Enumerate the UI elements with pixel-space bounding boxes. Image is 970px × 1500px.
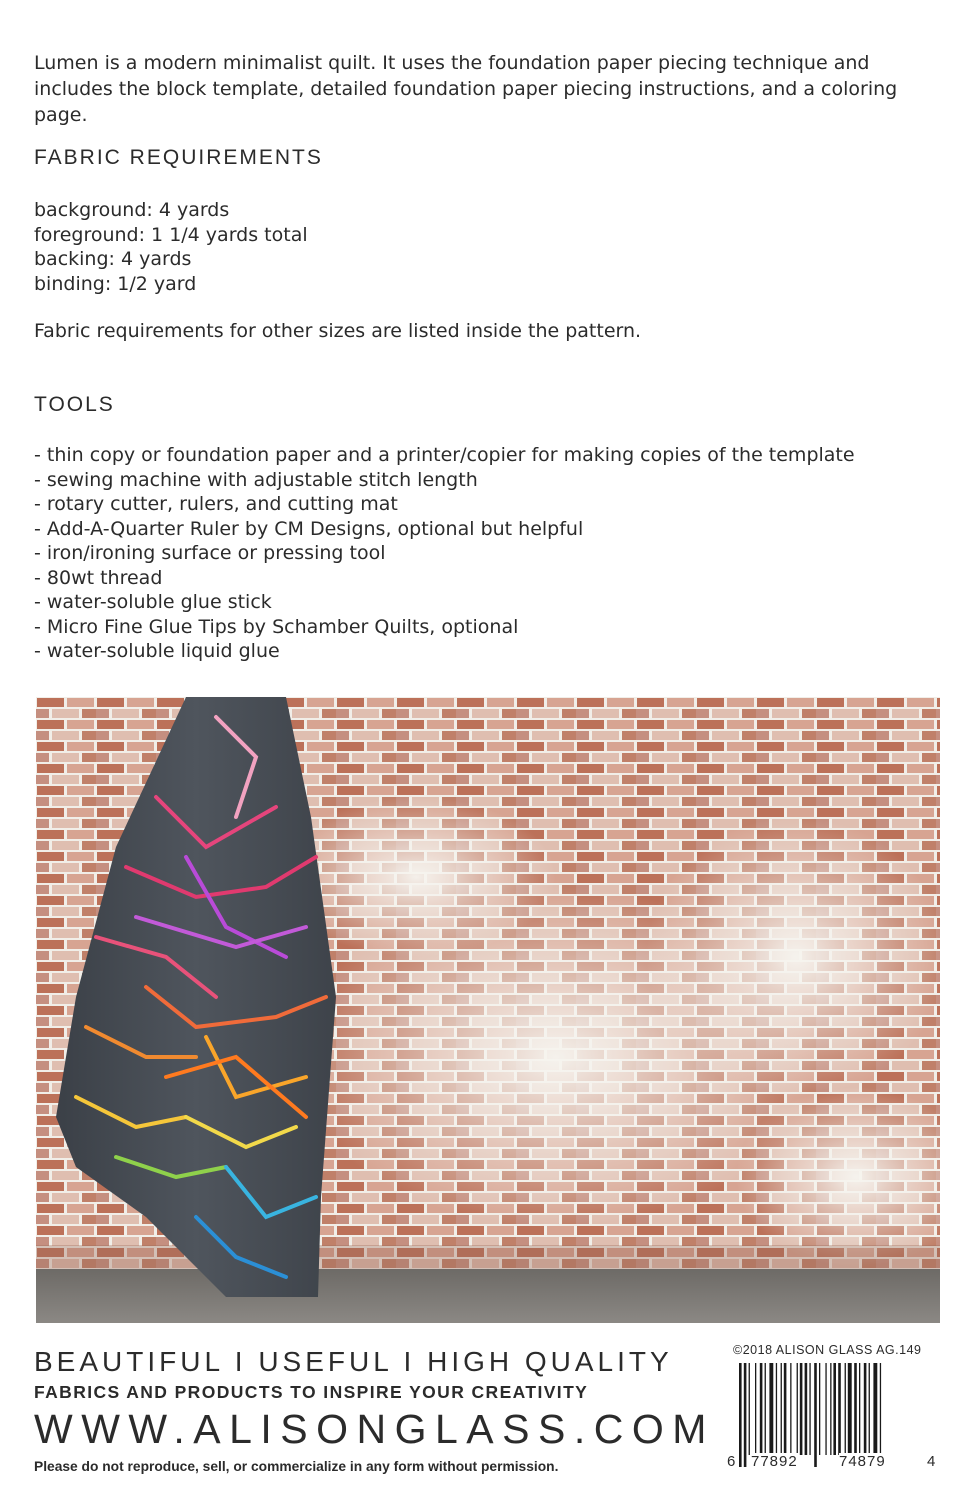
brand-tagline: BEAUTIFUL I USEFUL I HIGH QUALITY — [34, 1346, 673, 1377]
barcode-block — [727, 1343, 939, 1473]
list-item: - thin copy or foundation paper and a printer/copier for making copies of the template — [34, 444, 855, 466]
copyright-disclaimer: Please do not reproduce, sell, or commercialize in any form without permission. — [34, 1459, 559, 1474]
list-item: - sewing machine with adjustable stitch length — [34, 468, 478, 491]
list-item: - water-soluble glue stick — [34, 591, 272, 613]
list-item: - rotary cutter, rulers, and cutting mat — [34, 493, 398, 515]
fabric-note: Fabric requirements for other sizes are listed inside the pattern. — [34, 320, 642, 342]
fabric-requirements-heading: FABRIC REQUIREMENTS — [34, 146, 323, 169]
intro-paragraph: Lumen is a modern minimalist quilt. It uses the foundation paper piecing technique and includes the block template, detailed foundation paper piecing instructions, and a coloring page. — [34, 52, 898, 126]
tools-heading: TOOLS — [34, 393, 115, 416]
list-item: backing: 4 yards — [34, 248, 192, 270]
barcode-first-digit: 6 — [727, 1453, 737, 1470]
list-item: - Micro Fine Glue Tips by Schamber Quilts, optional — [34, 615, 519, 638]
brand-footer — [34, 1346, 724, 1474]
brand-subtagline: FABRICS AND PRODUCTS TO INSPIRE YOUR CREATIVITY — [34, 1382, 589, 1402]
website-url: WWW.ALISONGLASS.COM — [34, 1406, 715, 1452]
list-item: - 80wt thread — [34, 566, 163, 589]
fabric-requirements-list — [34, 198, 308, 296]
quilt-photo — [36, 697, 940, 1323]
list-item: background: 4 yards — [34, 199, 230, 221]
tools-list — [34, 443, 855, 664]
list-item: - Add-A-Quarter Ruler by CM Designs, optional but helpful — [34, 517, 584, 540]
list-item: - iron/ironing surface or pressing tool — [34, 542, 386, 564]
list-item: foreground: 1 1/4 yards total — [34, 223, 308, 246]
barcode-left-group: 77892 — [751, 1453, 798, 1470]
copyright-notice: ©2018 ALISON GLASS AG.149 — [733, 1343, 922, 1357]
list-item: - water-soluble liquid glue — [34, 640, 280, 662]
barcode-last-digit: 4 — [927, 1453, 937, 1470]
quilt-on-brick-wall-illustration — [36, 697, 940, 1323]
barcode-right-group: 74879 — [839, 1453, 886, 1470]
list-item: binding: 1/2 yard — [34, 272, 197, 295]
